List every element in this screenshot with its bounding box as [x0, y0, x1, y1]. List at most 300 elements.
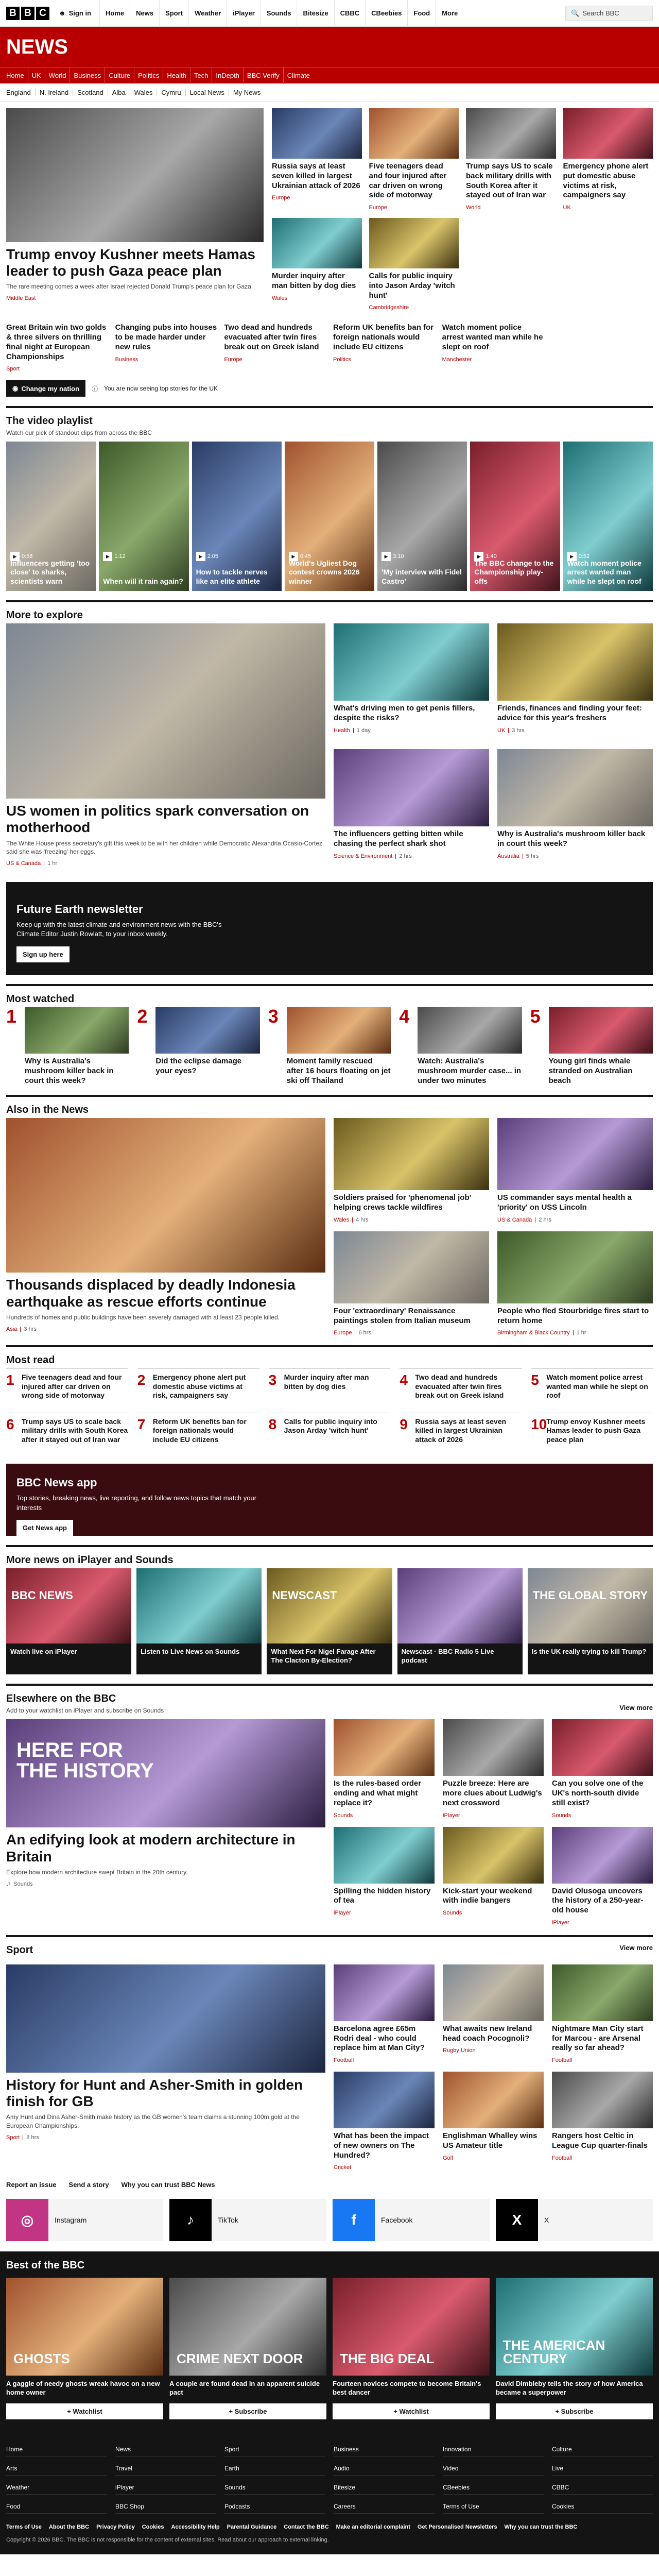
story-tag[interactable]: UK	[563, 205, 571, 211]
story-headline[interactable]: Russia says at least seven killed in largest Ukrainian attack of 2026	[272, 162, 360, 190]
video-caption[interactable]: 'My interview with Fidel Castro'	[381, 568, 462, 585]
footer-bottom-link[interactable]: Cookies	[142, 2524, 164, 2531]
newsletter-signup-button[interactable]: Sign up here	[16, 946, 70, 962]
most-watched	[6, 984, 653, 1086]
story-card[interactable]	[333, 320, 435, 372]
story-headline[interactable]: Calls for public inquiry into Jason Arday 'witch hunt'	[369, 272, 455, 300]
most-watched-headline[interactable]: Did the eclipse damage your eyes?	[155, 1057, 242, 1075]
best-card[interactable]	[169, 2278, 326, 2419]
global-nav-news[interactable]: News	[130, 0, 159, 27]
top-lower-stories	[6, 320, 653, 372]
global-nav-more[interactable]: More	[436, 0, 463, 27]
sub-nav-n-ireland[interactable]: N. Ireland	[35, 89, 73, 96]
most-watched-headline[interactable]: Watch: Australia's mushroom murder case... in under two minutes	[418, 1057, 522, 1085]
most-watched-thumb	[418, 1007, 522, 1054]
story-headline[interactable]: Spilling the hidden history of tea	[334, 1886, 431, 1905]
explore-lead-story[interactable]: US women in politics spark conversation on motherhood The White House press secretary's gift this week to be with her children while Democratic Alexandria Ocasio-Cortez said she was 'freezing' her eggs. US & Canada 1 hr	[6, 623, 325, 867]
sub-nav-wales[interactable]: Wales	[130, 89, 157, 96]
story-card[interactable]	[552, 1964, 653, 2063]
footer-bottom-link[interactable]: Accessibility Help	[171, 2524, 220, 2531]
search-icon: 🔍	[571, 9, 580, 17]
footer-bottom-link[interactable]: Contact the BBC	[284, 2524, 329, 2531]
social-label: Facebook	[381, 2216, 413, 2225]
footer-bottom-link[interactable]: Why you can trust the BBC	[504, 2524, 578, 2531]
story-headline[interactable]: US commander says mental health a 'priority' on USS Lincoln	[497, 1193, 632, 1212]
iplayer-caption[interactable]: Listen to Live News on Sounds	[141, 1648, 240, 1656]
story-meta	[369, 205, 459, 211]
footer-link[interactable]: Sounds	[224, 2481, 325, 2495]
story-card[interactable]	[552, 1719, 653, 1818]
story-tag[interactable]: Business	[115, 356, 138, 363]
most-read-item[interactable]	[6, 1413, 128, 1452]
video-caption[interactable]: How to tackle nerves like an elite athlete	[196, 568, 268, 585]
footer-link[interactable]: Earth	[224, 2462, 325, 2476]
most-read-headline[interactable]: Watch moment police arrest wanted man while he slept on roof	[546, 1373, 648, 1400]
most-watched-item[interactable]	[268, 1007, 391, 1086]
story-card[interactable]	[334, 1827, 435, 1926]
play-icon: ▶	[474, 552, 483, 561]
footer-link[interactable]: Home	[6, 2443, 107, 2456]
video-card[interactable]	[563, 442, 653, 591]
story-tag[interactable]: Sounds	[443, 1910, 462, 1917]
story-tag[interactable]: Wales	[272, 295, 288, 301]
story-card[interactable]	[272, 108, 362, 211]
most-read-item[interactable]	[137, 1368, 259, 1408]
story-tag[interactable]: Europe	[369, 205, 387, 211]
video-card[interactable]	[285, 442, 374, 591]
best-subscribe-button[interactable]	[496, 2403, 653, 2419]
most-read-item[interactable]	[269, 1368, 391, 1408]
most-read-item[interactable]	[6, 1368, 128, 1408]
global-nav-iplayer[interactable]: iPlayer	[227, 0, 261, 27]
most-read-headline[interactable]: Five teenagers dead and four injured after car driven on wrong side of motorway	[22, 1373, 122, 1400]
footer-bottom-link[interactable]: Make an editorial complaint	[336, 2524, 410, 2531]
instagram-icon: ◎	[6, 2199, 48, 2241]
best-image	[6, 2278, 163, 2376]
story-headline[interactable]: Reform UK benefits ban for foreign nationals would include EU citizens	[333, 323, 434, 351]
most-watched-item[interactable]	[399, 1007, 522, 1086]
story-card[interactable]	[563, 108, 653, 211]
video-duration	[103, 552, 125, 561]
story-tag[interactable]: Cambridgeshire	[369, 304, 409, 311]
social-link-facebook[interactable]	[333, 2199, 490, 2241]
news-nav-business[interactable]: Business	[70, 67, 105, 84]
info-icon: ⓘ	[92, 385, 98, 393]
global-nav-sport[interactable]: Sport	[159, 0, 188, 27]
news-nav-tech[interactable]: Tech	[190, 67, 212, 84]
news-nav-health[interactable]: Health	[163, 67, 190, 84]
story-tag[interactable]: Health	[334, 727, 350, 734]
most-read-headline[interactable]: Reform UK benefits ban for foreign nationals would include EU citizens	[152, 1417, 247, 1444]
newsletter-title: Future Earth newsletter	[16, 903, 143, 916]
utility-link[interactable]: Why you can trust BBC News	[121, 2181, 215, 2189]
global-nav-cbbc[interactable]: CBBC	[334, 0, 366, 27]
sub-nav-england[interactable]: England	[6, 89, 31, 96]
story-headline[interactable]: Two dead and hundreds evacuated after twin fires break out on Greek island	[224, 323, 319, 351]
iplayer-card[interactable]	[528, 1568, 653, 1674]
video-caption[interactable]: World's Ugliest Dog contest crowns 2026 winner	[288, 558, 360, 585]
section-title: Sport	[6, 1935, 653, 1958]
story-card[interactable]	[552, 2072, 653, 2171]
story-card[interactable]	[334, 623, 489, 741]
section-subtitle: Watch our pick of standout clips from across the BBC	[6, 429, 152, 437]
story-headline[interactable]: Englishman Whalley wins US Amateur title	[443, 2131, 537, 2150]
iplayer-caption[interactable]: What Next For Nigel Farage After The Clacton By-Election?	[271, 1648, 376, 1664]
best-caption[interactable]: Fourteen novices compete to become Britain's best dancer	[333, 2380, 481, 2397]
most-watched-item[interactable]	[6, 1007, 129, 1086]
story-tag[interactable]: Europe	[334, 1330, 352, 1336]
footer-link[interactable]: Travel	[115, 2462, 216, 2476]
story-card[interactable]	[115, 320, 217, 372]
most-read-item[interactable]	[400, 1368, 522, 1408]
rank-number: 10	[531, 1416, 547, 1432]
story-tag[interactable]: US & Canada	[497, 1216, 532, 1223]
story-headline[interactable]: Soldiers praised for 'phenomenal job' helping crews tackle wildfires	[334, 1193, 472, 1212]
story-tag[interactable]: iPlayer	[334, 1910, 351, 1917]
story-headline[interactable]: Puzzle breeze: Here are more clues about Ludwig's next crossword	[443, 1779, 542, 1807]
footer-link[interactable]: Innovation	[443, 2443, 544, 2456]
change-nation-button[interactable]: ◉ Change my nation	[6, 380, 85, 397]
video-card[interactable]	[99, 442, 188, 591]
footer-link[interactable]: iPlayer	[115, 2481, 216, 2495]
story-image	[334, 749, 489, 826]
story-headline[interactable]: What's driving men to get penis fillers, despite the risks?	[334, 704, 475, 722]
story-card[interactable]	[334, 749, 489, 867]
iplayer-card[interactable]	[136, 1568, 262, 1674]
news-nav-world[interactable]: World	[45, 67, 70, 84]
best-caption[interactable]: David Dimbleby tells the story of how America became a superpower	[496, 2380, 643, 2397]
footer	[0, 2432, 659, 2554]
most-watched-headline[interactable]: Why is Australia's mushroom killer back in court this week?	[25, 1057, 114, 1085]
story-card[interactable]	[466, 108, 556, 211]
story-card[interactable]	[334, 1118, 489, 1223]
story-headline[interactable]: Watch moment police arrest wanted man while he slept on roof	[442, 323, 543, 351]
explore-lead-image	[6, 623, 325, 799]
news-nav-politics[interactable]: Politics	[134, 67, 163, 84]
story-headline[interactable]: Barcelona agree £65m Rodri deal - who could replace him at Man City?	[334, 2024, 425, 2053]
also-lead-summary: Hundreds of homes and public buildings have been severely damaged with at least 23 people killed.	[6, 1313, 280, 1321]
sub-nav-my-news[interactable]: My News	[229, 89, 265, 96]
story-card[interactable]	[443, 1719, 544, 1818]
most-read-headline[interactable]: Two dead and hundreds evacuated after twin fires break out on Greek island	[415, 1373, 504, 1400]
social-link-x[interactable]	[496, 2199, 653, 2241]
video-caption[interactable]: The BBC change to the Championship play-offs	[474, 558, 554, 585]
best-caption[interactable]: A couple are found dead in an apparent suicide pact	[169, 2380, 320, 2397]
story-time: 4 hrs	[356, 1216, 369, 1223]
best-card[interactable]	[6, 2278, 163, 2419]
also-lead-story[interactable]: Thousands displaced by deadly Indonesia earthquake as rescue efforts continue Hundreds of homes and public buildings have been severely damaged with at least 23 people killed. Asia 3 hrs	[6, 1118, 325, 1336]
sport-view-more-link[interactable]: View more	[619, 1943, 653, 1952]
footer-link[interactable]: Weather	[6, 2481, 107, 2495]
sign-in-button[interactable]: ☻ Sign in	[59, 9, 92, 17]
news-nav-climate[interactable]: Climate	[283, 67, 314, 84]
video-caption[interactable]: When will it rain again?	[103, 577, 183, 585]
elsewhere-lead-story[interactable]: HERE FOR THE HISTORY An edifying look at modern architecture in Britain Explore how modern architecture swept Britain in the 20th century. ♫ Sounds	[6, 1719, 325, 1926]
news-logo[interactable]: NEWS	[6, 35, 68, 58]
rank-number: 7	[137, 1416, 146, 1432]
story-headline[interactable]: Four 'extraordinary' Renaissance paintings stolen from Italian museum	[334, 1306, 471, 1325]
story-card[interactable]	[369, 218, 459, 311]
story-headline[interactable]: What has been the impact of new owners on The Hundred?	[334, 2131, 429, 2160]
story-image	[443, 1827, 544, 1884]
news-nav-bbc-verify[interactable]: BBC Verify	[243, 67, 283, 84]
story-tag[interactable]: Golf	[443, 2155, 454, 2161]
iplayer-card[interactable]	[397, 1568, 523, 1674]
story-tag[interactable]: Sounds	[552, 1812, 571, 1819]
story-tag[interactable]: Sport	[6, 366, 20, 372]
video-playlist	[6, 406, 653, 591]
plus-icon: +	[229, 2408, 235, 2416]
elsewhere-lead-headline[interactable]: An edifying look at modern architecture in Britain	[6, 1832, 296, 1865]
most-read-headline[interactable]: Trump envoy Kushner meets Hamas leader to push Gaza peace plan	[546, 1417, 646, 1444]
story-meta	[272, 295, 362, 301]
story-tag[interactable]: Sounds	[334, 1812, 353, 1819]
most-watched-body	[418, 1007, 522, 1086]
section-subtitle: Add to your watchlist on iPlayer and subscribe on Sounds	[6, 1707, 164, 1715]
story-headline[interactable]: Why is Australia's mushroom killer back in court this week?	[497, 829, 646, 848]
story-tag[interactable]: Wales	[334, 1216, 350, 1223]
iplayer-card[interactable]	[6, 1568, 131, 1674]
story-tag[interactable]: Football	[552, 2057, 573, 2064]
rank-number: 9	[400, 1416, 408, 1432]
section-title: More to explore	[6, 600, 653, 623]
story-headline[interactable]: Friends, finances and finding your feet: advice for this year's freshers	[497, 704, 642, 722]
news-nav-uk[interactable]: UK	[28, 67, 45, 84]
story-card[interactable]	[497, 1231, 653, 1336]
also-lead-headline[interactable]: Thousands displaced by deadly Indonesia earthquake as rescue efforts continue	[6, 1277, 296, 1310]
story-card[interactable]	[369, 108, 459, 211]
video-card[interactable]	[377, 442, 467, 591]
most-watched-headline[interactable]: Young girl finds whale stranded on Australian beach	[548, 1057, 633, 1085]
best-caption[interactable]: A gaggle of needy ghosts wreak havoc on a new home owner	[6, 2380, 160, 2397]
story-tag[interactable]: Football	[552, 2155, 573, 2161]
footer-bottom-link[interactable]: Terms of Use	[6, 2524, 42, 2531]
story-image	[497, 1231, 653, 1303]
story-headline[interactable]: Rangers host Celtic in League Cup quarter-finals	[552, 2131, 648, 2150]
footer-link[interactable]: Sport	[224, 2443, 325, 2456]
story-image	[552, 1827, 653, 1884]
footer-link[interactable]: Business	[334, 2443, 435, 2456]
story-card[interactable]	[497, 1118, 653, 1223]
utility-link[interactable]: Send a story	[68, 2181, 109, 2189]
sport-lead-headline[interactable]: History for Hunt and Asher-Smith in golden finish for GB	[6, 2076, 303, 2110]
sub-nav	[0, 83, 659, 102]
footer-link[interactable]: Podcasts	[224, 2500, 325, 2514]
section-title: Also in the News	[6, 1095, 653, 1118]
story-headline[interactable]: Changing pubs into houses to be made harder under new rules	[115, 323, 217, 351]
story-meta	[442, 357, 544, 363]
story-headline[interactable]: The influencers getting bitten while chasing the perfect shark shot	[334, 829, 463, 848]
elsewhere-lead-summary: Explore how modern architecture swept Britain in the 20th century.	[6, 1868, 188, 1876]
footer-bottom-link[interactable]: Privacy Policy	[96, 2524, 135, 2531]
social-label: TikTok	[218, 2216, 238, 2225]
footer-link[interactable]: Food	[6, 2500, 107, 2514]
footer-link[interactable]: Bitesize	[334, 2481, 435, 2495]
story-tag[interactable]: Football	[334, 2057, 354, 2064]
most-watched-body	[287, 1007, 391, 1086]
sounds-icon: ♫	[6, 1880, 11, 1887]
sub-nav-local-news[interactable]: Local News	[185, 89, 229, 96]
story-image	[443, 1719, 544, 1776]
story-tag[interactable]: Cricket	[334, 2164, 352, 2171]
sport-lead-story[interactable]: History for Hunt and Asher-Smith in golden finish for GB Amy Hunt and Dina Asher-Smith make history as the GB women's team claims a stunning 100m gold at the European Championships. Sport 8 hrs	[6, 1964, 325, 2171]
story-tag[interactable]: UK	[497, 727, 506, 734]
footer-link[interactable]: CBBC	[552, 2481, 653, 2495]
story-headline[interactable]: Emergency phone alert put domestic abuse victims at risk, campaigners say	[563, 162, 649, 200]
newsletter-banner	[6, 882, 653, 975]
story-headline[interactable]: Nightmare Man City start for Marcou - are Arsenal really so far ahead?	[552, 2024, 644, 2053]
most-read-headline[interactable]: Trump says US to scale back military drills with South Korea after it stayed out of Iran war	[22, 1417, 128, 1444]
most-read-item[interactable]	[531, 1368, 653, 1408]
global-nav-food[interactable]: Food	[407, 0, 436, 27]
video-caption[interactable]: Watch moment police arrest wanted man while he slept on roof	[567, 558, 641, 585]
most-read-item[interactable]	[269, 1413, 391, 1452]
sub-nav-alba[interactable]: Alba	[108, 89, 130, 96]
story-tag[interactable]: Birmingham & Black Country	[497, 1330, 570, 1336]
iplayer-card[interactable]	[267, 1568, 392, 1674]
story-card[interactable]	[442, 320, 544, 372]
story-card[interactable]	[272, 218, 362, 311]
most-read-headline[interactable]: Murder inquiry after man bitten by dog dies	[284, 1373, 369, 1391]
footer-link[interactable]: Live	[552, 2462, 653, 2476]
nation-note: You are now seeing top stories for the UK	[104, 385, 218, 393]
footer-link[interactable]: BBC Shop	[115, 2500, 216, 2514]
story-card[interactable]	[497, 749, 653, 867]
story-tag[interactable]: Manchester	[442, 356, 472, 363]
story-headline[interactable]: Great Britain win two golds & three silvers on thrilling final night at European Championships	[6, 323, 107, 361]
footer-link[interactable]: News	[115, 2443, 216, 2456]
story-tag[interactable]: Science & Environment	[334, 853, 393, 859]
story-tag[interactable]: Europe	[224, 356, 242, 363]
sub-nav-scotland[interactable]: Scotland	[73, 89, 108, 96]
global-nav-home[interactable]: Home	[99, 0, 130, 27]
most-watched-headline[interactable]: Moment family rescued after 16 hours floating on jet ski off Thailand	[286, 1057, 391, 1085]
video-card[interactable]	[470, 442, 560, 591]
footer-link[interactable]: Careers	[334, 2500, 435, 2514]
most-read-item[interactable]	[137, 1413, 259, 1452]
story-tag[interactable]: Australia	[497, 853, 519, 859]
story-headline[interactable]: Is the rules-based order ending and what might replace it?	[334, 1779, 422, 1807]
search-box[interactable]: 🔍 Search BBC	[565, 6, 653, 21]
explore-lead-headline[interactable]: US women in politics spark conversation on motherhood	[6, 803, 309, 836]
story-headline[interactable]: Kick-start your weekend with indie bangers	[443, 1886, 532, 1905]
most-read-headline[interactable]: Calls for public inquiry into Jason Arday 'witch hunt'	[284, 1417, 377, 1435]
most-read-item[interactable]	[400, 1413, 522, 1452]
social-link-instagram[interactable]	[6, 2199, 163, 2241]
story-headline[interactable]: People who fled Stourbridge fires start to return home	[497, 1306, 649, 1325]
footer-link[interactable]: Cookies	[552, 2500, 653, 2514]
story-headline[interactable]: Can you solve one of the UK's north-south divide still exist?	[552, 1779, 644, 1807]
utility-link[interactable]: Report an issue	[6, 2181, 57, 2189]
best-card[interactable]	[496, 2278, 653, 2419]
lead-story-image	[6, 108, 264, 242]
iplayer-caption[interactable]: Watch live on iPlayer	[10, 1648, 77, 1656]
news-nav-home[interactable]: Home	[6, 71, 24, 79]
story-headline[interactable]: Murder inquiry after man bitten by dog dies	[272, 272, 356, 290]
best-card[interactable]	[333, 2278, 490, 2419]
story-card[interactable]	[334, 1231, 489, 1336]
lead-headline[interactable]: Trump envoy Kushner meets Hamas leader to push Gaza peace plan	[6, 246, 255, 279]
iplayer-caption[interactable]: Newscast · BBC Radio 5 Live podcast	[401, 1648, 494, 1664]
footer-link[interactable]: CBeebies	[443, 2481, 544, 2495]
story-card[interactable]	[443, 1964, 544, 2063]
best-watchlist-button[interactable]	[333, 2403, 490, 2419]
story-tag[interactable]: Europe	[272, 195, 290, 201]
story-tag[interactable]: iPlayer	[552, 1919, 569, 1926]
story-card[interactable]	[443, 2072, 544, 2171]
story-card[interactable]	[6, 320, 108, 372]
best-watchlist-button[interactable]	[6, 2403, 163, 2419]
video-card[interactable]	[6, 442, 96, 591]
global-nav-cbeebies[interactable]: CBeebies	[365, 0, 407, 27]
elsewhere-view-more-link[interactable]: View more	[619, 1704, 653, 1712]
news-nav-culture[interactable]: Culture	[105, 67, 134, 84]
get-app-button[interactable]: Get News app	[16, 1520, 73, 1536]
footer-bottom-link[interactable]: About the BBC	[48, 2524, 90, 2531]
video-card[interactable]	[192, 442, 282, 591]
meta-divider	[395, 854, 396, 859]
story-tag[interactable]: Rugby Union	[443, 2047, 476, 2054]
most-read-headline[interactable]: Emergency phone alert put domestic abuse victims at risk, campaigners say	[152, 1373, 246, 1400]
most-watched-item[interactable]	[137, 1007, 259, 1086]
story-card[interactable]	[443, 1827, 544, 1926]
footer-link[interactable]: Terms of Use	[443, 2500, 544, 2514]
bbc-logo[interactable]: B B C	[6, 7, 49, 20]
most-watched-item[interactable]	[530, 1007, 653, 1086]
story-card[interactable]	[334, 1964, 435, 2063]
most-read-item[interactable]	[531, 1413, 653, 1452]
story-card[interactable]	[552, 1827, 653, 1926]
iplayer-caption[interactable]: Is the UK really trying to kill Trump?	[531, 1648, 647, 1656]
story-image	[369, 218, 459, 268]
most-read-headline[interactable]: Russia says at least seven killed in largest Ukrainian attack of 2026	[415, 1417, 507, 1444]
footer-link[interactable]: Video	[443, 2462, 544, 2476]
footer-bottom-link[interactable]: Parental Guidance	[227, 2524, 277, 2531]
most-watched-thumb	[25, 1007, 129, 1054]
footer-link[interactable]: Culture	[552, 2443, 653, 2456]
story-card[interactable]	[497, 623, 653, 741]
news-nav-indepth[interactable]: InDepth	[212, 67, 243, 84]
story-headline[interactable]: David Olusoga uncovers the history of a 250-year-old house	[552, 1886, 644, 1915]
footer-link[interactable]: Audio	[334, 2462, 435, 2476]
global-nav-sounds[interactable]: Sounds	[261, 0, 297, 27]
story-headline[interactable]: Trump says US to scale back military drills with South Korea after it stayed out of Iran war	[466, 162, 553, 200]
best-subscribe-button[interactable]	[169, 2403, 326, 2419]
sport-lead-summary: Amy Hunt and Dina Asher-Smith make history as the GB women's team claims a stunning 100m gold at the European Championships.	[6, 2113, 300, 2130]
story-headline[interactable]: What awaits new Ireland head coach Pocognoli?	[443, 2024, 532, 2043]
global-nav-weather[interactable]: Weather	[188, 0, 227, 27]
best-overlay: CRIME NEXT DOOR	[177, 2351, 303, 2367]
story-tag[interactable]: iPlayer	[443, 1812, 460, 1819]
story-meta	[334, 1812, 435, 1819]
global-nav-bitesize[interactable]: Bitesize	[297, 0, 334, 27]
social-link-tiktok[interactable]	[169, 2199, 326, 2241]
story-card[interactable]	[334, 2072, 435, 2171]
footer-bottom-link[interactable]: Get Personalised Newsletters	[417, 2524, 497, 2531]
story-card[interactable]	[334, 1719, 435, 1818]
story-headline[interactable]: Five teenagers dead and four injured after car driven on wrong side of motorway	[369, 162, 447, 200]
story-meta	[6, 366, 108, 372]
sub-nav-cymru[interactable]: Cymru	[157, 89, 185, 96]
video-caption[interactable]: Influencers getting 'too close' to sharks, scientists warn	[10, 558, 90, 585]
plus-icon: +	[393, 2408, 400, 2416]
story-card[interactable]	[224, 320, 326, 372]
lead-story[interactable]	[6, 108, 264, 311]
story-tag[interactable]: Politics	[333, 356, 351, 363]
section-title: Most watched	[6, 984, 653, 1007]
footer-link[interactable]: Arts	[6, 2462, 107, 2476]
story-tag[interactable]: World	[466, 205, 481, 211]
